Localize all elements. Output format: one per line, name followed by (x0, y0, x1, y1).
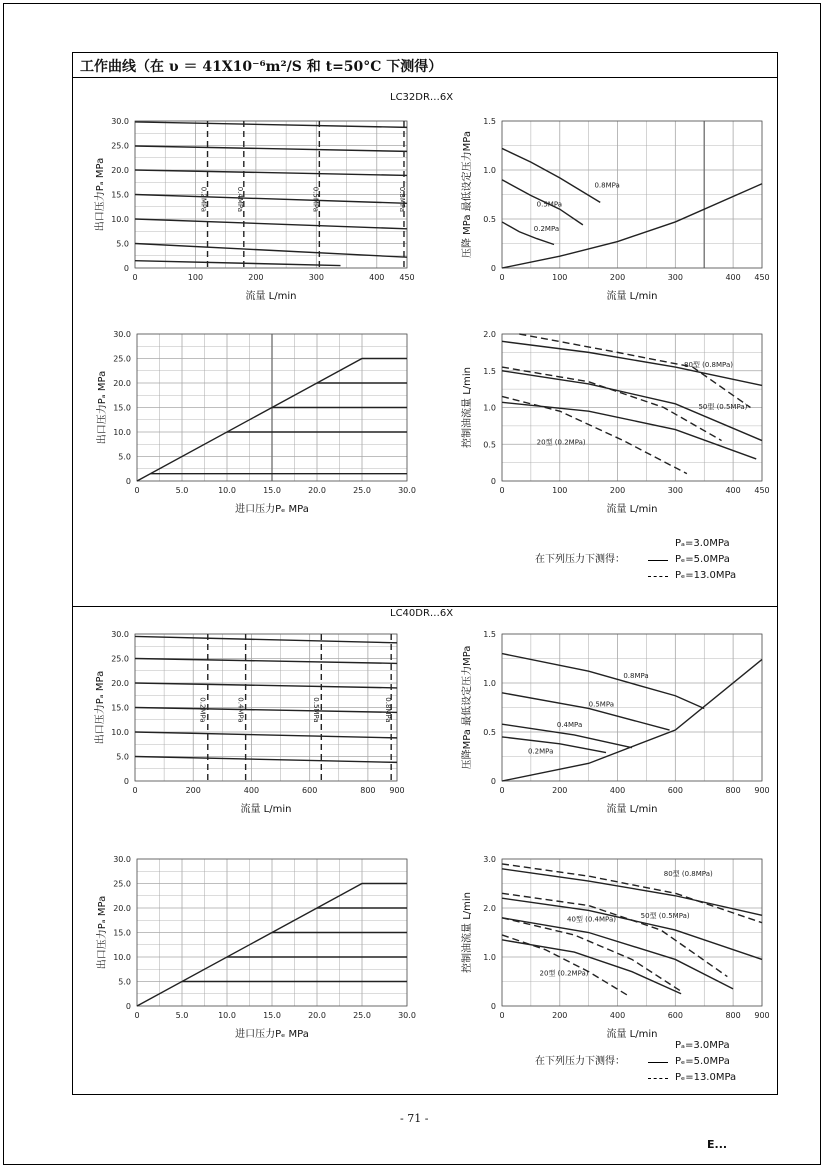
y-tick-label: 20.0 (113, 379, 131, 388)
y-tick-label: 25.0 (113, 354, 131, 364)
chart-lc32-outlet-vs-inlet (90, 328, 420, 528)
y-tick-label: 1.5 (483, 117, 496, 126)
x-tick-label: 400 (609, 1011, 626, 1020)
x-tick-label: 30.0 (398, 1011, 416, 1020)
y-tick-label: 1.0 (483, 953, 496, 962)
x-tick-label: 900 (389, 786, 405, 795)
y-tick-label: 5.0 (116, 752, 129, 762)
series-line (135, 732, 397, 738)
x-tick-label: 400 (369, 273, 385, 282)
y-tick-label: 1.5 (483, 366, 496, 376)
x-tick-label: 0 (134, 486, 140, 495)
x-tick-label: 0 (499, 1011, 505, 1020)
legend-solid-line (648, 1062, 668, 1063)
series-line (135, 195, 407, 204)
curve-label: 0.8MPa (623, 672, 649, 681)
x-tick-label: 20.0 (308, 1011, 326, 1020)
series-line (502, 693, 670, 730)
series-line-dashed (502, 935, 629, 996)
x-axis-label: 流量 L/min (245, 291, 297, 302)
curve-label: 40型 (0.4MPa) (567, 915, 616, 924)
legend-pe13: Pₑ=13.0MPa (675, 1072, 737, 1083)
x-tick-label: 25.0 (353, 486, 371, 495)
y-tick-label: 0.5 (483, 728, 496, 737)
y-tick-label: 15.0 (113, 928, 131, 938)
curve-label: 50型 (0.5MPa) (698, 402, 748, 411)
y-tick-label: 0 (490, 777, 496, 786)
series-line (135, 219, 407, 229)
y-axis-label: 压降 MPa 最低设定压力MPa (462, 130, 473, 259)
curve-label: 0.2MPa (528, 747, 554, 756)
y-axis-label: 压降MPa 最低设定压力MPa (462, 645, 473, 770)
y-tick-label: 0 (125, 477, 131, 486)
y-axis-label: 出口压力Pₐ MPa (97, 895, 108, 970)
x-tick-label: 10.0 (218, 1011, 236, 1020)
page-number: - 71 - (400, 1112, 429, 1125)
y-tick-label: 25.0 (113, 879, 131, 889)
chart-lc40-control-oil-flow (450, 853, 770, 1048)
y-tick-label: 20.0 (111, 679, 129, 688)
page-title: 工作曲线（在 υ ＝ 41X10⁻⁶m²/S 和 t=50°C 下测得） (80, 59, 443, 75)
x-tick-label: 800 (725, 786, 741, 795)
series-line (135, 636, 397, 642)
curve-label: 0.8MPa (594, 181, 620, 190)
series-line (135, 261, 341, 266)
series-line (502, 148, 600, 202)
y-tick-label: 20.0 (113, 904, 131, 913)
x-tick-label: 0 (132, 786, 138, 795)
x-tick-label: 200 (552, 1011, 568, 1020)
y-tick-label: 0 (123, 264, 129, 273)
y-axis-label: 出口压力Pₐ MPa (95, 670, 106, 745)
x-tick-label: 20.0 (308, 486, 326, 495)
chart-lc32-pressure-drop (450, 115, 770, 305)
x-tick-label: 450 (754, 486, 770, 495)
model-label-lc40: LC40DR…6X (390, 608, 454, 619)
pressure-label: 0.5MPa (311, 186, 320, 213)
legend-caption: 在下列压力下测得： (535, 554, 625, 565)
y-tick-label: 1.5 (483, 630, 496, 639)
x-tick-label: 300 (308, 273, 324, 282)
x-tick-label: 900 (754, 1011, 770, 1020)
x-tick-label: 5.0 (175, 486, 189, 495)
x-tick-label: 0 (132, 273, 138, 282)
curve-label: 0.5MPa (588, 700, 615, 709)
y-tick-label: 1.0 (483, 679, 496, 688)
y-tick-label: 30.0 (113, 855, 131, 864)
series-line (135, 659, 397, 664)
series-line-dashed (502, 367, 722, 441)
y-tick-label: 0 (123, 777, 129, 786)
x-tick-label: 800 (725, 1011, 741, 1020)
legend-pe5: Pₑ=5.0MPa (675, 1056, 730, 1067)
x-tick-label: 400 (725, 486, 741, 495)
y-tick-label: 10.0 (113, 428, 131, 437)
x-tick-label: 0 (134, 1011, 140, 1020)
legend-solid-line (648, 560, 668, 561)
y-tick-label: 5.0 (118, 977, 131, 987)
y-tick-label: 3.0 (483, 855, 496, 864)
series-line (135, 170, 407, 175)
x-tick-label: 100 (187, 273, 204, 282)
x-tick-label: 600 (667, 786, 683, 795)
y-axis-label: 控制油流量 L/min (462, 892, 473, 973)
curve-label: 0.5MPa (536, 200, 563, 209)
x-axis-label: 流量 L/min (606, 504, 658, 515)
y-tick-label: 25.0 (111, 654, 129, 664)
x-axis-label: 进口压力Pₑ MPa (235, 504, 309, 515)
curve-label: 0.4MPa (556, 721, 583, 730)
pressure-label: 0.8MPa (383, 697, 392, 723)
series-line (135, 708, 397, 713)
legend-dashed-line (648, 576, 668, 577)
series-line-dashed (502, 918, 681, 992)
y-tick-label: 15.0 (113, 403, 131, 413)
y-tick-label: 5.0 (118, 452, 131, 462)
series-line (502, 898, 762, 959)
series-line (135, 122, 407, 127)
y-tick-label: 30.0 (111, 630, 129, 639)
series-line (135, 683, 397, 688)
y-tick-label: 10.0 (113, 953, 131, 962)
legend-dashed-line (648, 1078, 668, 1079)
curve-label: 80型 (0.8MPa) (684, 361, 733, 370)
y-tick-label: 1.0 (483, 403, 496, 413)
pressure-label: 0.4MPa (235, 186, 244, 213)
x-tick-label: 0 (499, 486, 505, 495)
x-tick-label: 300 (667, 273, 683, 282)
y-axis-label: 出口压力Pₐ MPa (95, 157, 106, 232)
x-tick-label: 200 (185, 786, 201, 795)
x-tick-label: 450 (399, 273, 415, 282)
chart-lc32-outlet-pressure-vs-flow (90, 115, 420, 305)
x-axis-label: 进口压力Pₑ MPa (235, 1029, 309, 1040)
y-tick-label: 5.0 (116, 239, 129, 249)
legend-pa: Pₐ=3.0MPa (675, 538, 730, 549)
y-tick-label: 25.0 (111, 141, 129, 151)
x-tick-label: 200 (609, 273, 626, 282)
series-line-dashed (502, 396, 687, 473)
x-tick-label: 0 (499, 786, 505, 795)
curve-label: 80型 (0.8MPa) (663, 870, 713, 879)
pressure-label: 0.8MPa (397, 186, 406, 213)
x-tick-label: 900 (754, 786, 770, 795)
pressure-label: 0.4MPa (236, 697, 245, 723)
model-label-lc32: LC32DR…6X (390, 92, 454, 103)
legend-lc40 (530, 1038, 760, 1086)
pressure-label: 0.2MPa (199, 186, 208, 213)
x-tick-label: 300 (667, 486, 683, 495)
chart-lc40-outlet-vs-inlet (90, 853, 420, 1048)
y-axis-label: 出口压力Pₐ MPa (97, 370, 108, 445)
legend-pa: Pₐ=3.0MPa (675, 1040, 730, 1051)
x-axis-label: 流量 L/min (606, 291, 658, 302)
x-axis-label: 流量 L/min (240, 804, 292, 815)
curve-label: 20型 (0.2MPa) (539, 969, 589, 978)
curve-label: 20型 (0.2MPa) (536, 438, 586, 447)
y-tick-label: 1.0 (483, 166, 496, 175)
y-tick-label: 20.0 (111, 166, 129, 175)
x-tick-label: 800 (360, 786, 376, 795)
chart-lc40-pressure-drop (450, 628, 770, 818)
y-tick-label: 10.0 (111, 215, 129, 224)
x-tick-label: 200 (248, 273, 264, 282)
x-tick-label: 30.0 (398, 486, 416, 495)
chart-lc40-outlet-pressure-vs-flow (90, 628, 420, 818)
table-header (73, 53, 777, 78)
x-tick-label: 100 (552, 273, 568, 282)
pressure-label: 0.5MPa (312, 697, 321, 723)
y-tick-label: 0 (125, 1002, 131, 1011)
x-tick-label: 200 (552, 786, 568, 795)
y-tick-label: 2.0 (483, 330, 496, 339)
x-tick-label: 10.0 (218, 486, 236, 495)
x-tick-label: 400 (725, 273, 741, 282)
y-tick-label: 30.0 (111, 117, 129, 126)
x-tick-label: 100 (552, 486, 568, 495)
publisher-logo: E... (707, 1138, 728, 1151)
legend-pe13: Pₑ=13.0MPa (675, 570, 737, 581)
curve-label: 50型 (0.5MPa) (640, 911, 690, 920)
y-tick-label: 10.0 (111, 728, 129, 737)
series-line (135, 244, 407, 258)
y-tick-label: 0 (490, 1002, 496, 1011)
y-tick-label: 15.0 (111, 190, 129, 200)
y-tick-label: 0.5 (483, 440, 496, 450)
series-line-dashed (502, 864, 762, 923)
x-tick-label: 25.0 (353, 1011, 371, 1020)
y-tick-label: 0.5 (483, 215, 496, 224)
x-tick-label: 400 (243, 786, 260, 795)
y-tick-label: 30.0 (113, 330, 131, 339)
chart-lc32-control-oil-flow (450, 328, 770, 528)
x-tick-label: 450 (754, 273, 770, 282)
x-tick-label: 15.0 (263, 486, 281, 495)
x-tick-label: 600 (302, 786, 318, 795)
pressure-label: 0.2MPa (198, 697, 207, 723)
x-axis-label: 流量 L/min (606, 804, 658, 815)
legend-pe5: Pₑ=5.0MPa (675, 554, 730, 565)
series-line (135, 146, 407, 151)
series-line (502, 940, 681, 994)
y-axis-label: 控制油流量 L/min (462, 367, 473, 448)
x-tick-label: 5.0 (175, 1011, 189, 1020)
x-tick-label: 0 (499, 273, 505, 282)
section-divider (73, 606, 777, 607)
legend-lc32 (530, 536, 760, 584)
x-axis-label: 流量 L/min (606, 1029, 658, 1040)
legend-caption: 在下列压力下测得： (535, 1056, 625, 1067)
series-line (502, 737, 606, 753)
x-tick-label: 15.0 (263, 1011, 281, 1020)
y-tick-label: 2.0 (483, 904, 496, 913)
x-tick-label: 200 (609, 486, 626, 495)
y-tick-label: 0 (490, 477, 496, 486)
x-tick-label: 400 (609, 786, 626, 795)
series-line (135, 757, 397, 763)
series-line-dashed (502, 893, 727, 976)
curve-label: 0.2MPa (533, 224, 560, 233)
x-tick-label: 600 (667, 1011, 683, 1020)
y-tick-label: 0 (490, 264, 496, 273)
y-tick-label: 15.0 (111, 703, 129, 713)
